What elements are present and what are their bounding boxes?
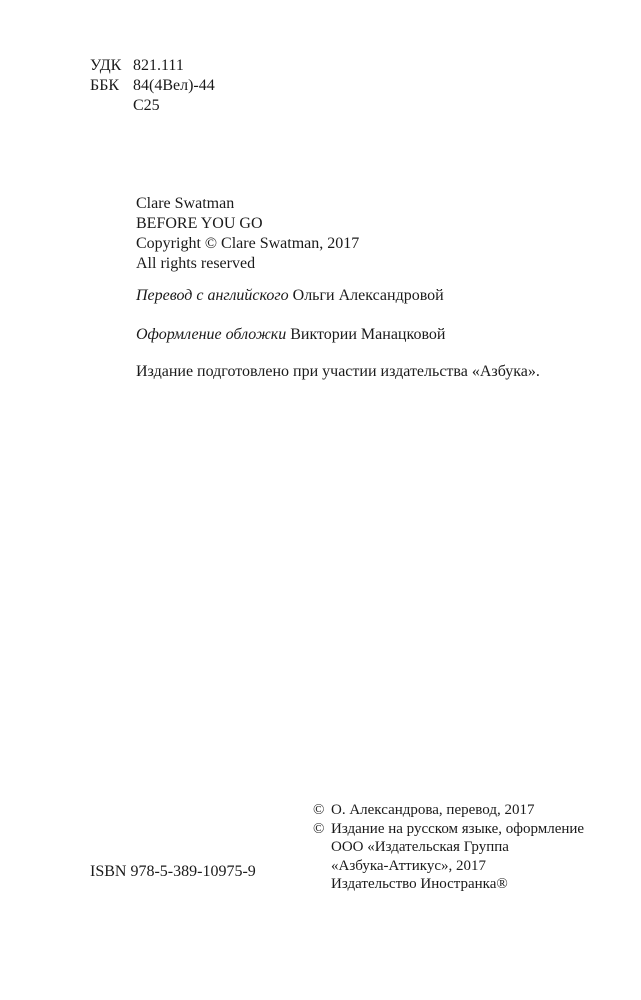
classification-codes xyxy=(90,56,215,116)
translation-role: Перевод с английского xyxy=(136,287,289,304)
bbk-label: ББК xyxy=(90,77,120,94)
isbn: ISBN 978-5-389-10975-9 xyxy=(90,863,256,880)
original-copyright: Copyright © Clare Swatman, 2017 xyxy=(136,235,360,252)
original-title: BEFORE YOU GO xyxy=(136,215,263,232)
udk-value: 821.111 xyxy=(133,57,184,74)
udk-row xyxy=(90,56,215,76)
author-mark-label xyxy=(90,96,133,116)
rights-reserved: All rights reserved xyxy=(136,255,256,272)
edition-copyright-line: «Азбука-Аттикус», 2017 xyxy=(331,857,486,874)
cover-designer-name: Виктории Манацковой xyxy=(286,326,446,343)
edition-copyright xyxy=(313,820,584,894)
edition-note: Издание подготовлено при участии издательства «Азбука». xyxy=(136,363,540,380)
copyright-symbol: © xyxy=(313,820,325,837)
translation-copyright-text: О. Александрова, перевод, 2017 xyxy=(331,802,535,818)
original-author: Clare Swatman xyxy=(136,195,235,212)
copyright-symbol: © xyxy=(313,802,325,818)
edition-copyright-line: Издание на русском языке, оформление xyxy=(331,820,585,837)
original-edition-info xyxy=(136,194,359,274)
copyright-notices xyxy=(313,801,584,894)
udk-label: УДК xyxy=(90,57,122,74)
author-mark-value: С25 xyxy=(133,97,160,114)
author-mark-row xyxy=(90,96,215,116)
cover-credit xyxy=(136,325,445,345)
bbk-row xyxy=(90,76,215,96)
edition-copyright-line: Издательство Иностранка® xyxy=(331,876,508,892)
bbk-value: 84(4Вел)-44 xyxy=(133,77,215,94)
translator-name: Ольги Александровой xyxy=(288,287,444,304)
cover-role: Оформление обложки xyxy=(136,326,287,343)
translation-copyright xyxy=(313,801,584,820)
translation-credit xyxy=(136,286,444,306)
edition-copyright-line: ООО «Издательская Группа xyxy=(331,839,509,855)
